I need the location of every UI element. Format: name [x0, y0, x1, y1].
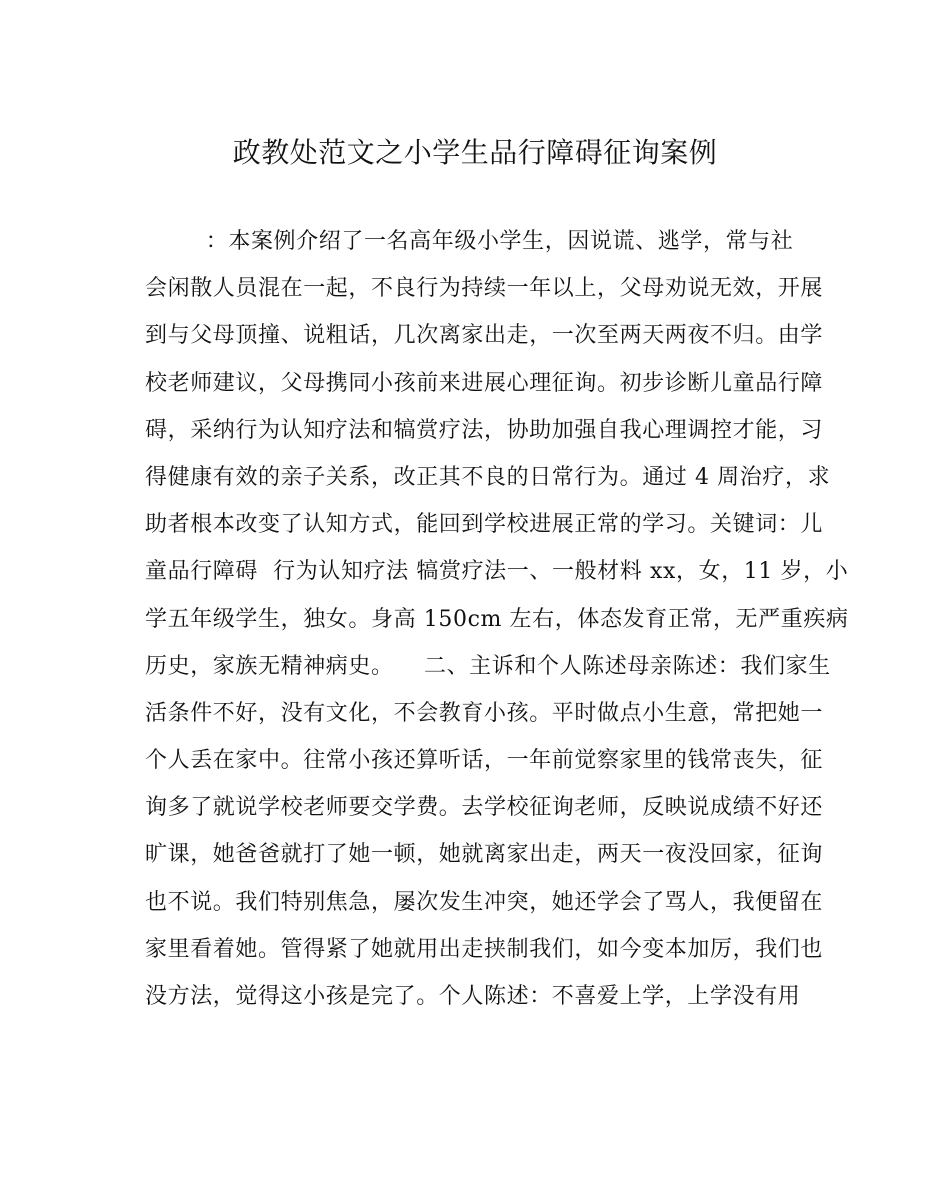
body-line: 历史，家族无精神病史。 二、主诉和个人陈述母亲陈述：我们家生 [145, 653, 831, 679]
body-line: 活条件不好，没有文化，不会教育小孩。平时做点小生意，常把她一 [145, 700, 824, 726]
body-line: 会闲散人员混在一起，不良行为持续一年以上，父母劝说无效，开展 [145, 276, 824, 302]
document-body [145, 218, 849, 1020]
document-title: 政教处范文之小学生品行障碍征询案例 [232, 136, 718, 169]
body-line: ：本案例介绍了一名高年级小学生，因说谎、逃学，常与社 [145, 229, 794, 254]
body-line: 校老师建议，父母携同小孩前来进展心理征询。初步诊断儿童品行障 [145, 370, 824, 396]
body-line: 个人丢在家中。往常小孩还算听话，一年前觉察家里的钱常丧失，征 [145, 748, 824, 774]
body-line: 没方法，觉得这小孩是完了。个人陈述：不喜爱上学，上学没有用 [145, 984, 801, 1009]
body-line: 助者根本改变了认知方式，能回到学校进展正常的学习。关键词：儿 [145, 512, 824, 538]
body-line: 也不说。我们特别焦急，屡次发生冲突，她还学会了骂人，我便留在 [145, 889, 824, 915]
body-line: 得健康有效的亲子关系，改正其不良的日常行为。通过 4 周治疗，求 [145, 464, 831, 490]
body-line: 家里看着她。管得紧了她就用出走挟制我们，如今变本加厉，我们也 [145, 936, 824, 962]
body-line: 询多了就说学校老师要交学费。去学校征询老师，反映说成绩不好还 [145, 795, 824, 821]
body-line: 童品行障碍 行为认知疗法 犒赏疗法一、一般材料 xx，女，11 岁，小 [145, 559, 849, 585]
body-line: 到与父母顶撞、说粗话，几次离家出走，一次至两天两夜不归。由学 [145, 323, 824, 349]
body-line: 碍，采纳行为认知疗法和犒赏疗法，协助加强自我心理调控才能，习 [145, 417, 824, 443]
body-line: 旷课，她爸爸就打了她一顿，她就离家出走，两天一夜没回家，征询 [145, 842, 824, 868]
body-line: 学五年级学生，独女。身高 150cm 左右，体态发育正常，无严重疾病 [145, 606, 849, 632]
